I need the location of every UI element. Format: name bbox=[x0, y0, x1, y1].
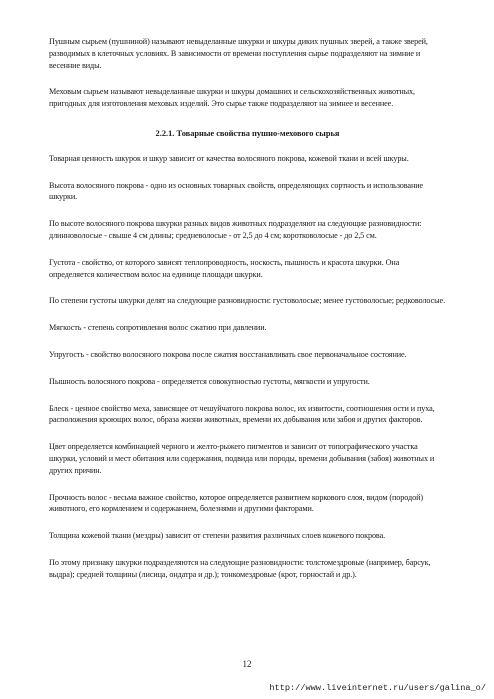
paragraph: Упругость - свойство волосяного покрова после сжатия восстанавливать свое первоначальное состояние. bbox=[49, 349, 407, 359]
paragraph: По степени густоты шкурки делят на следующие разновидности: густоволосые; менее густоволосые; редковолосые. bbox=[49, 296, 446, 306]
paragraph: По высоте волосяного покрова шкурки разных видов животных подразделяют на следующие разновидности: длинноволосые - свыше 4 см длины; средневолосые - от 2,5 до 4 см; коротковолосые - до 2,5 см. bbox=[49, 219, 422, 240]
paragraph: Густота - свойство, от которого зависят теплопроводность, носкость, пышность и красота шкурки. Она определяется количеством волос на единице площади шкурки. bbox=[49, 257, 400, 279]
paragraph: Высота волосяного покрова - одно из основных товарных свойств, определяющих сортность и использование шкурки. bbox=[49, 180, 424, 202]
paragraph: Меховым сырьем называют невыделанные шкурки и шкуры домашних и сельскохозяйственных животных, пригодных для изготовления меховых изделий. Это сырье также подразделяют на зимнее и весеннее. bbox=[49, 87, 415, 109]
page-body bbox=[49, 36, 446, 596]
watermark-url: http://www.liveinternet.ru/users/galina_o/ bbox=[269, 683, 486, 693]
paragraph: Толщина кожевой ткани (мездры) зависит от степени развития различных слоев кожевого покрова. bbox=[49, 531, 386, 541]
paragraph: Блеск - ценное свойство меха, зависящее от чешуйчатого покрова волос, их извитости, соотношения ости и пуха, расположения кроющих волос, образа жизни животных, времени их добывания или забоя и других факторов. bbox=[49, 403, 435, 425]
paragraph: Пышность волосяного покрова - определяется совокупностью густоты, мягкости и упругости. bbox=[49, 376, 370, 386]
paragraph: По этому признаку шкурки подразделяются на следующие разновидности: толстомездровые (например, барсук, выдра); средней толщины (лисица, ондатра и др.); тонкомездровые (крот, горностай и др.). bbox=[49, 557, 431, 579]
paragraph: Цвет определяется комбинацией черного и желто-рыжего пигментов и зависит от топографического участка шкурки, условий и мест обитания или содержания, подвида или породы, времени добывания (забоя) животных и других причин. bbox=[49, 442, 435, 475]
paragraph: Прочность волос - весьма важное свойство, которое определяется развитием коркового слоя, видом (породой) животного, его кормлением и содержанием, болезнями и другими факторами. bbox=[49, 492, 424, 514]
page-number: 12 bbox=[242, 659, 252, 669]
paragraph: Товарная ценность шкурок и шкур зависит от качества волосяного покрова, кожевой ткани и всей шкуры. bbox=[49, 153, 409, 163]
section-heading: 2.2.1. Товарные свойства пушно-мехового сырья bbox=[155, 128, 340, 138]
paragraph: Пушным сырьем (пушниной) называют невыделанные шкурки и шкуры диких пушных зверей, а также зверей, разводимых в клеточных условиях. В зависимости от времени поступления сырье подразделяют на зимние и весенние виды. bbox=[49, 37, 428, 70]
paragraph: Мягкость - степень сопротивления волос сжатию при давлении. bbox=[49, 323, 267, 333]
